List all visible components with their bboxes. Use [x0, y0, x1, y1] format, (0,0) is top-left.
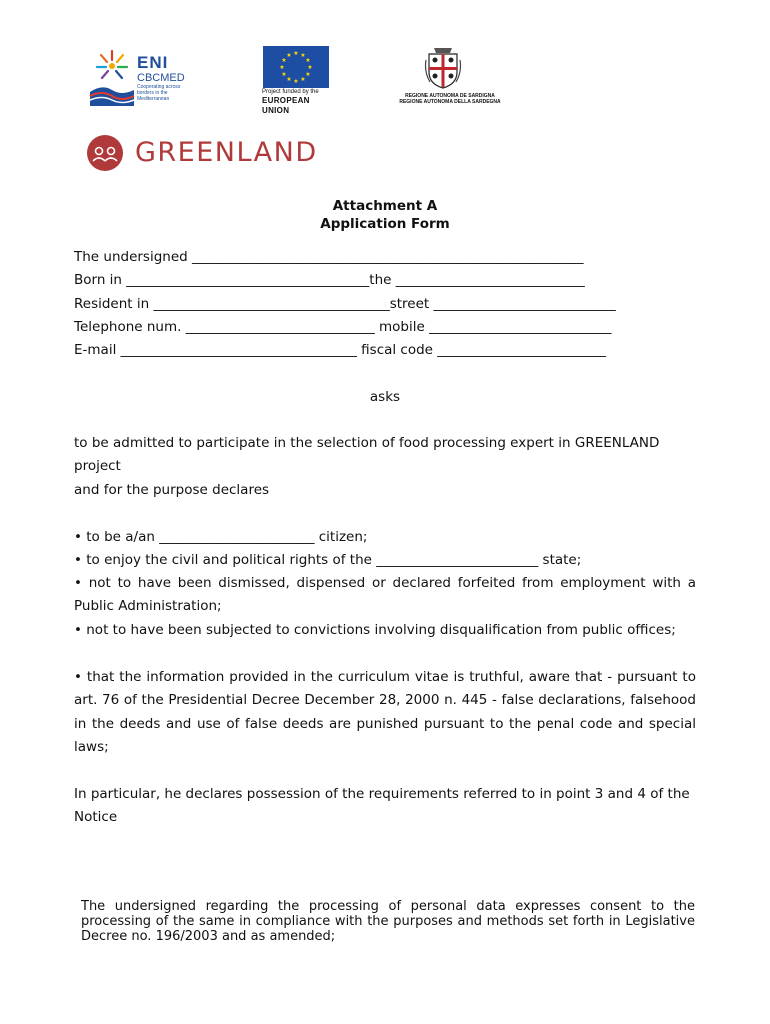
svg-text:★: ★: [293, 78, 299, 85]
eu-name-text: EUROPEAN UNION: [262, 96, 310, 115]
svg-text:★: ★: [281, 71, 287, 78]
field-resident[interactable]: Resident in ___________________________________street ___________________________: [74, 296, 616, 312]
particular-requirements: In particular, he declares possession of the requirements referred to in point 3 and 4 of the Notice: [74, 786, 690, 826]
declaration-not-dismissed: • not to have been dismissed, dispensed or declared forfeited from employment with a Public Administration;: [74, 575, 696, 615]
svg-text:★: ★: [300, 52, 306, 59]
eni-subtitle: CBCMED: [137, 72, 185, 84]
svg-text:★: ★: [293, 50, 299, 57]
privacy-consent: The undersigned regarding the processing of personal data expresses consent to the processing of the same in compliance with the purposes and methods set forth in Legislative Decree no. 196/2003 and as amended;: [81, 899, 695, 944]
sardegna-line2: REGIONE AUTONOMA DELLA SARDEGNA: [399, 99, 501, 105]
eni-title: ENI: [137, 53, 169, 72]
eu-flag-icon: [263, 46, 329, 88]
declaration-cv-truthful: • that the information provided in the curriculum vitae is truthful, aware that - pursuant to art. 76 of the Presidential Decree December 28, 2000 n. 445 - false declarations, falsehood in the deeds and use of false deeds are punished pursuant to the penal code and special laws;: [74, 669, 696, 755]
svg-text:★: ★: [279, 64, 285, 71]
sardegna-line1: REGIONE AUTONOMA DE SARDIGNA: [405, 93, 495, 99]
declaration-citizen: • to be a/an _______________________ citizen;: [74, 529, 368, 545]
declaration-civil-rights: • to enjoy the civil and political rights of the ________________________ state;: [74, 552, 582, 568]
greenland-wordmark: GREENLAND: [135, 137, 318, 168]
field-email[interactable]: E-mail ___________________________________ fiscal code _________________________: [74, 342, 607, 358]
asks-text: asks: [369, 389, 401, 405]
intro-declares: and for the purpose declares: [74, 482, 270, 498]
field-undersigned[interactable]: The undersigned __________________________________________________________: [74, 249, 584, 265]
field-born[interactable]: Born in ____________________________________the ____________________________: [74, 272, 585, 288]
sardegna-caption: [388, 93, 512, 105]
eni-cbcmed-logo: [88, 46, 136, 110]
document-title: Attachment A: [332, 198, 438, 214]
svg-text:★: ★: [305, 71, 311, 78]
svg-text:★: ★: [286, 52, 292, 59]
svg-text:★: ★: [286, 76, 292, 83]
svg-text:★: ★: [307, 64, 313, 71]
sardegna-coat-of-arms-icon: [424, 46, 462, 90]
eu-caption: [262, 89, 334, 116]
greenland-logo-icon: [87, 135, 123, 171]
declaration-no-convictions: • not to have been subjected to convictions involving disqualification from public offices;: [74, 622, 676, 638]
svg-text:★: ★: [281, 57, 287, 64]
eni-cbcmed-wordmark: [137, 54, 197, 102]
eni-tagline: Cooperating across borders in the Mediterranean: [137, 84, 181, 102]
field-telephone[interactable]: Telephone num. ____________________________ mobile ___________________________: [74, 319, 612, 335]
svg-text:★: ★: [305, 57, 311, 64]
intro-request: to be admitted to participate in the selection of food processing expert in GREENLAND project: [74, 435, 660, 475]
document-subtitle: Application Form: [320, 216, 450, 232]
svg-text:★: ★: [300, 76, 306, 83]
eu-funded-text: Project funded by the: [262, 89, 319, 95]
